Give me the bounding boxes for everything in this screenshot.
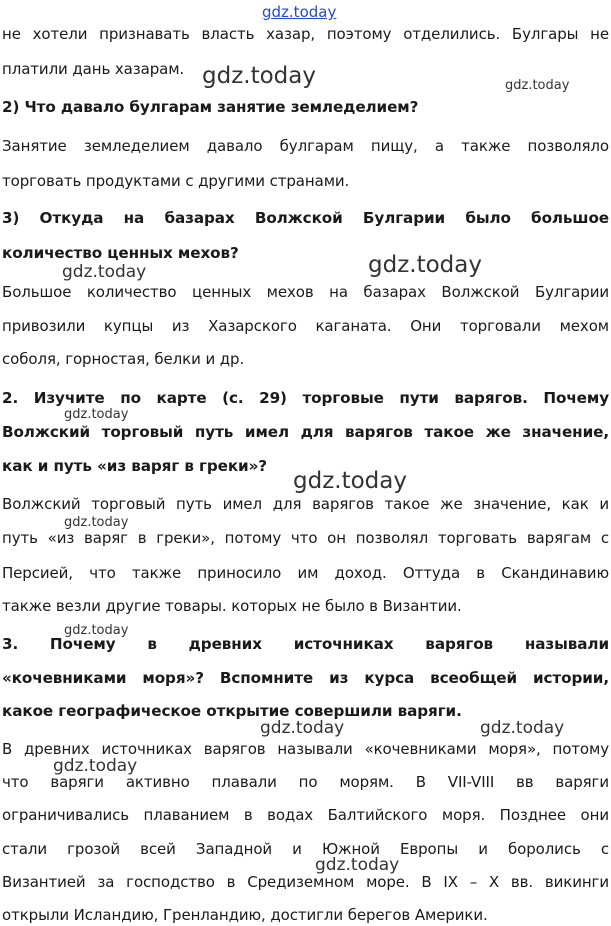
text-line: путь «из варяг в греки», потому что он позволял торговать варягам с bbox=[2, 529, 609, 547]
text-line: Византией за господство в Средиземном море. В IX – X вв. викинги bbox=[2, 873, 609, 891]
text-line: ограничивались плаванием в водах Балтийского моря. Позднее они bbox=[2, 806, 609, 824]
text-line: не хотели признавать власть хазар, поэтому отделились. Булгары не bbox=[2, 25, 609, 43]
question-heading: 2. Изучите по карте (с. 29) торговые пути варягов. Почему bbox=[2, 389, 609, 407]
watermark-text: gdz.today bbox=[293, 468, 407, 494]
question-heading: 3. Почему в древних источниках варягов называли bbox=[2, 635, 609, 653]
question-heading: Волжский торговый путь имел для варягов такое же значение, bbox=[2, 423, 609, 441]
text-line: торговать продуктами с другими странами. bbox=[2, 172, 350, 190]
watermark-text: gdz.today bbox=[368, 252, 482, 278]
watermark-text: gdz.today bbox=[202, 63, 316, 89]
watermark-text: gdz.today bbox=[53, 756, 138, 776]
watermark-text: gdz.today bbox=[64, 623, 129, 638]
text-line: платили дань хазарам. bbox=[2, 60, 185, 78]
question-heading: количество ценных мехов? bbox=[2, 244, 239, 262]
watermark-text: gdz.today bbox=[62, 262, 147, 282]
text-line: В древних источниках варягов называли «кочевниками моря», потому bbox=[2, 740, 609, 758]
question-heading: «кочевниками моря»? Вспомните из курса всеобщей истории, bbox=[2, 669, 609, 687]
question-heading: 3) Откуда на базарах Волжской Булгарии было большое bbox=[2, 209, 609, 227]
text-line: открыли Исландию, Гренландию, достигли берегов Америки. bbox=[2, 906, 488, 924]
text-line: Большое количество ценных мехов на базарах Волжской Булгарии bbox=[2, 283, 609, 301]
watermark-text: gdz.today bbox=[260, 718, 345, 738]
text-line: соболя, горностая, белки и др. bbox=[2, 350, 245, 368]
text-line: привозили купцы из Хазарского каганата. Они торговали мехом bbox=[2, 317, 609, 335]
text-line: стали грозой всей Западной и Южной Европы и боролись с bbox=[2, 840, 609, 858]
text-line: Персией, что также приносило им доход. Оттуда в Скандинавию bbox=[2, 564, 609, 582]
watermark-text: gdz.today bbox=[505, 78, 570, 93]
watermark-text: gdz.today bbox=[64, 515, 129, 530]
text-line: Занятие земледелием давало булгарам пищу, а также позволяло bbox=[2, 137, 609, 155]
watermark-text: gdz.today bbox=[64, 407, 129, 422]
text-line: Волжский торговый путь имел для варягов такое же значение, как и bbox=[2, 495, 609, 513]
watermark-text: gdz.today bbox=[480, 718, 565, 738]
text-line: также везли другие товары. которых не было в Византии. bbox=[2, 597, 462, 615]
watermark-text: gdz.today bbox=[315, 855, 400, 875]
question-heading: 2) Что давало булгарам занятие земледелием? bbox=[2, 98, 419, 116]
question-heading: как и путь «из варяг в греки»? bbox=[2, 457, 268, 475]
watermark-top-link[interactable]: gdz.today bbox=[262, 3, 337, 21]
text-line: что варяги активно плавали по морям. В VII-VIII вв варяги bbox=[2, 773, 609, 791]
question-heading: какое географическое открытие совершили варяги. bbox=[2, 702, 462, 720]
